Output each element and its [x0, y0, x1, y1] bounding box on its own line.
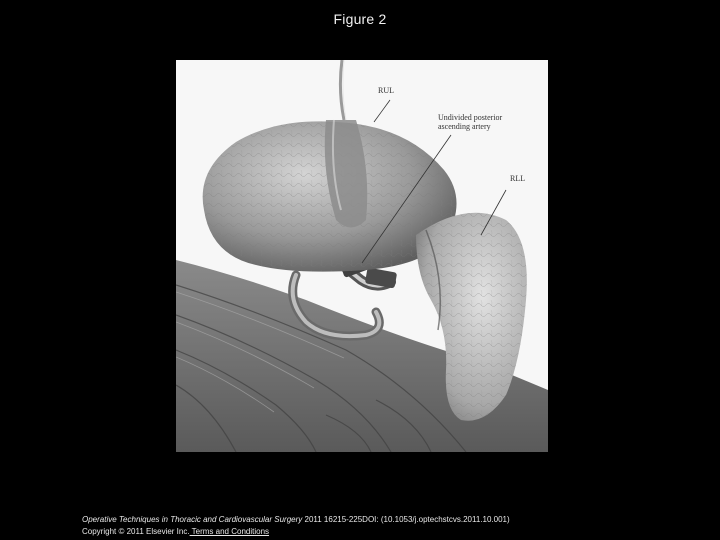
copyright-line	[82, 526, 510, 538]
citation-line	[82, 514, 510, 526]
label-artery-line1: Undivided posterior	[438, 113, 503, 122]
journal-name: Operative Techniques in Thoracic and Cardiovascular Surgery	[82, 515, 303, 524]
copyright-text: Copyright © 2011 Elsevier Inc.	[82, 527, 190, 536]
figure-title: Figure 2	[333, 11, 387, 27]
terms-link[interactable]: Terms and Conditions	[189, 527, 270, 536]
surgical-illustration	[176, 60, 548, 452]
label-artery-line2: ascending artery	[438, 122, 491, 131]
label-rll: RLL	[510, 174, 526, 183]
citation-footer	[82, 514, 510, 538]
citation-doi: 2011 16215-225DOI: (10.1053/j.optechstcvs.2011.10.001)	[302, 515, 510, 524]
label-rul: RUL	[378, 86, 394, 95]
